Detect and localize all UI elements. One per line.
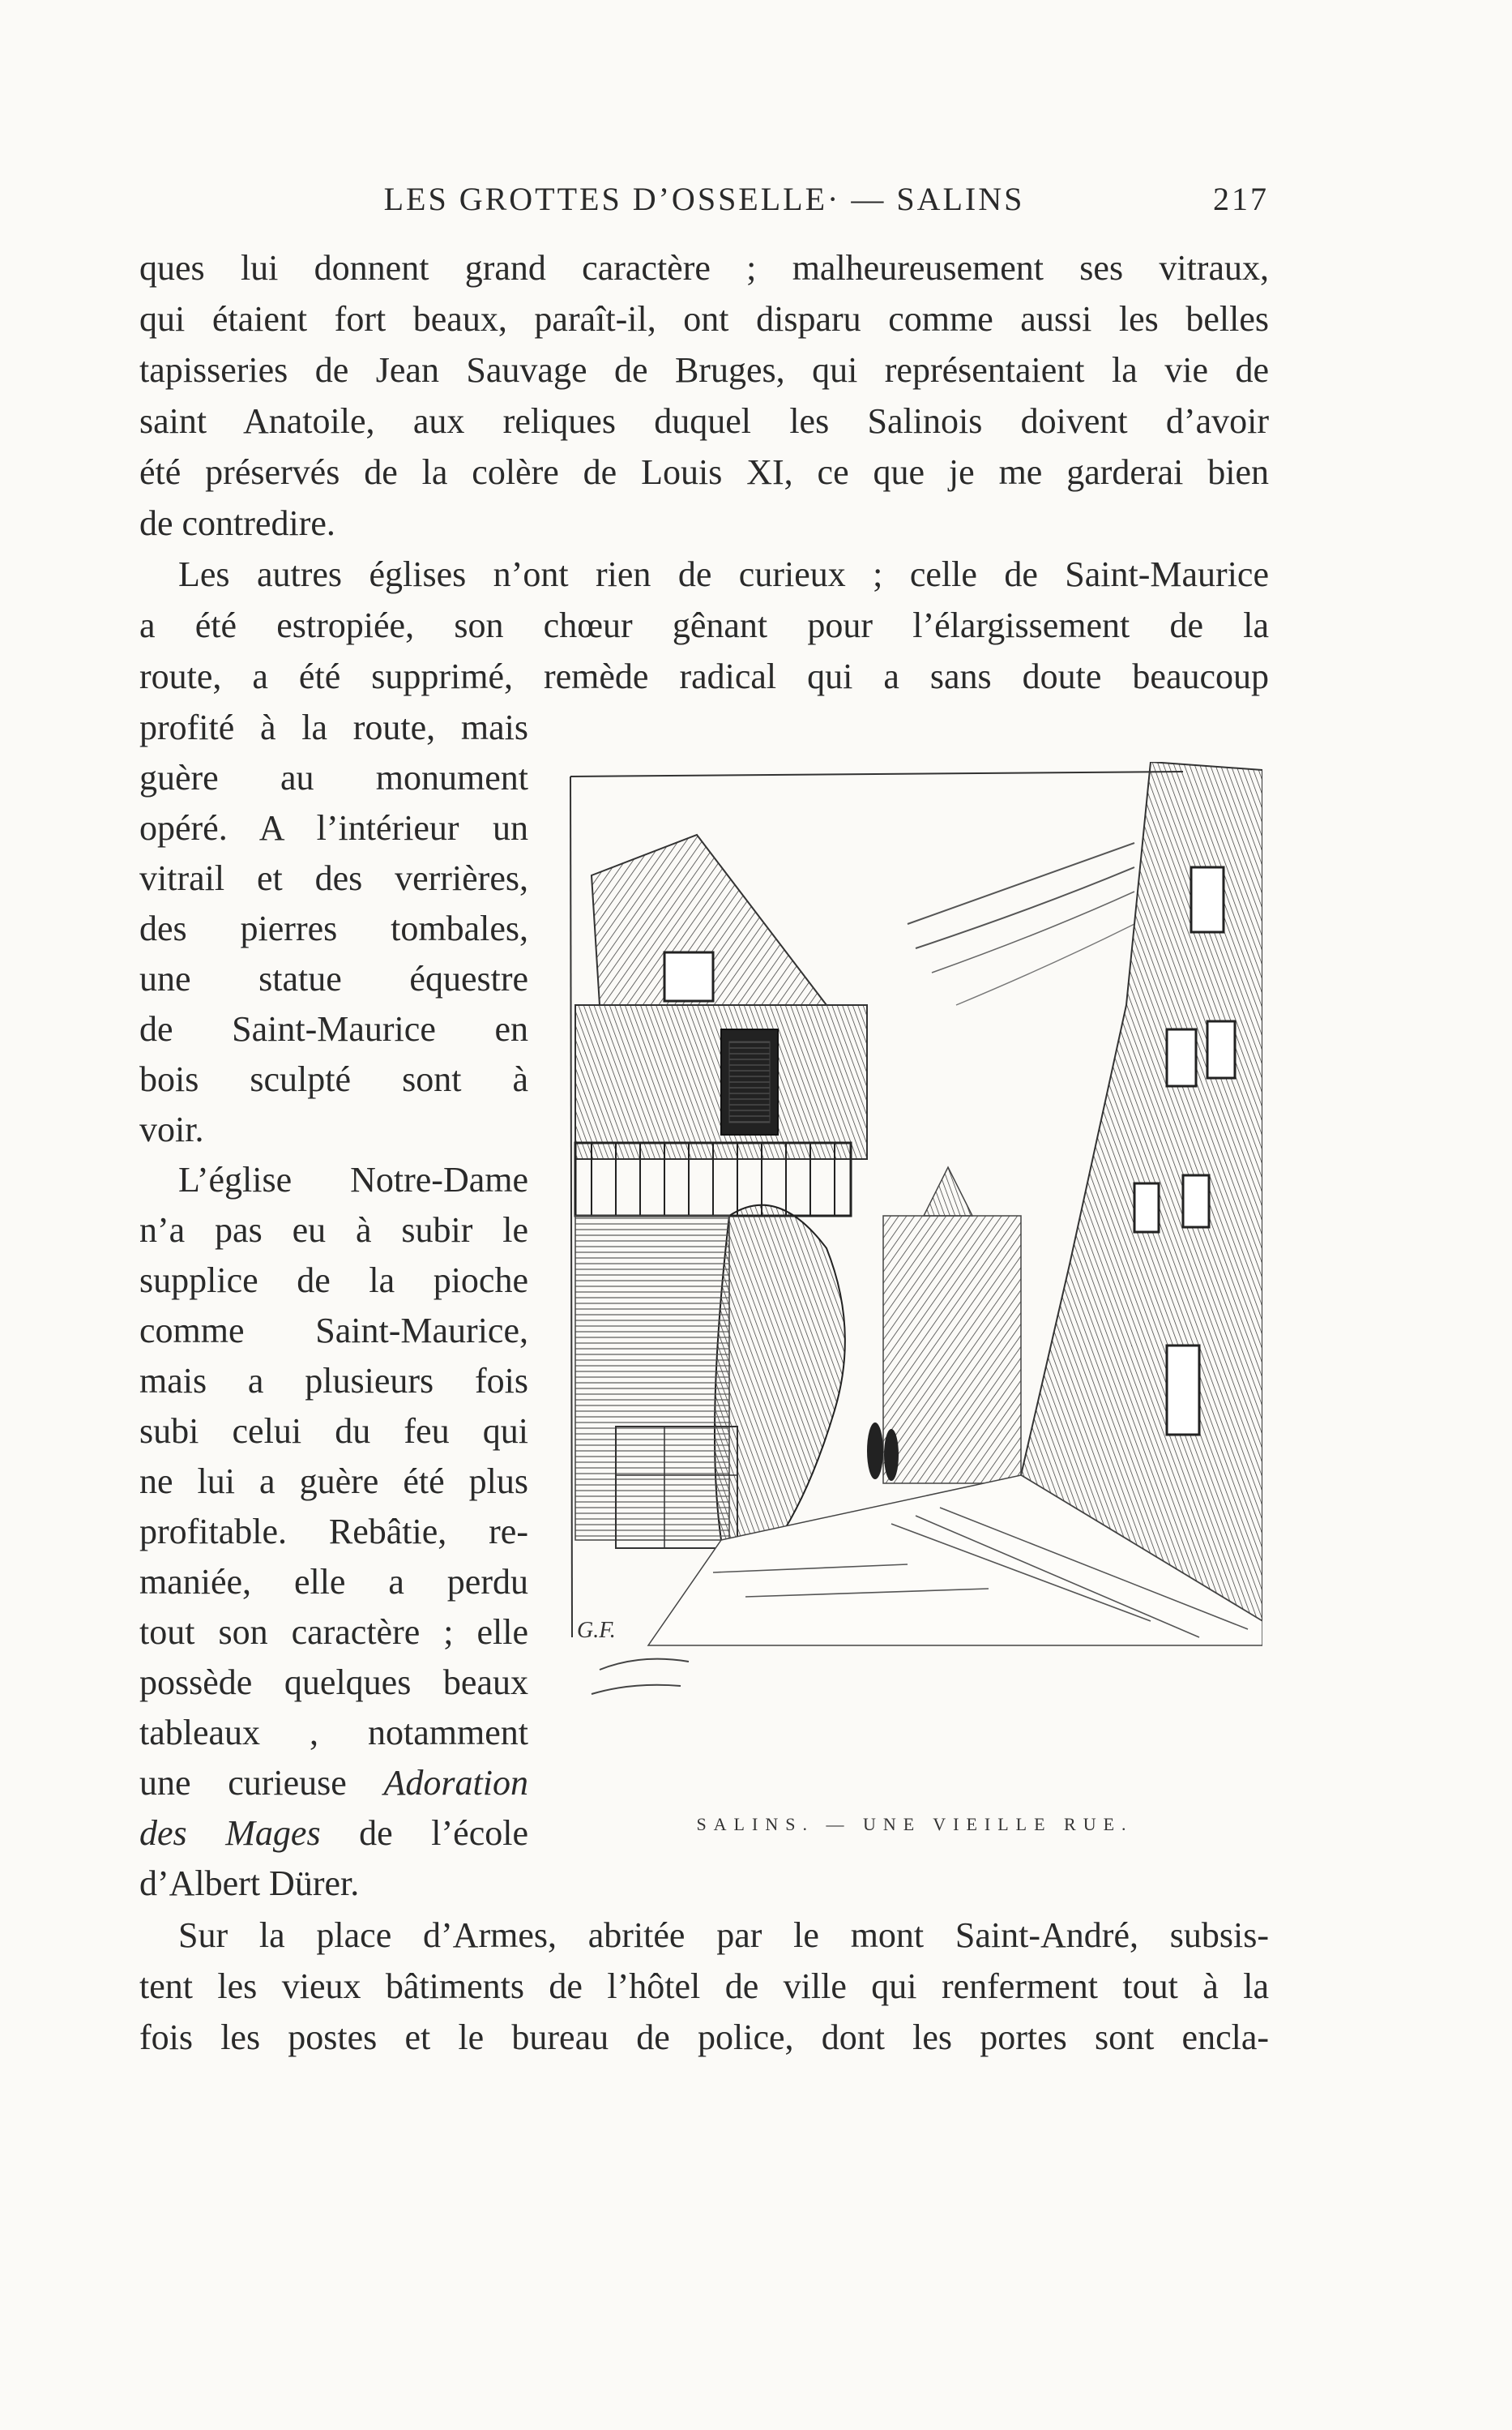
column-line: comme Saint-Maurice, <box>139 1311 528 1350</box>
ivy <box>715 1205 845 1540</box>
paragraph-start: L’église Notre-Dame <box>178 1160 528 1200</box>
window <box>1167 1029 1196 1086</box>
column-line: subi celui du feu qui <box>139 1411 528 1451</box>
column-line: tableaux , notamment <box>139 1713 528 1752</box>
column-line: opéré. A l’intérieur un <box>139 808 528 848</box>
window <box>1134 1183 1159 1232</box>
distant-spire <box>924 1167 972 1216</box>
text-line: de contredire. <box>139 503 335 543</box>
italic-title: Adoration <box>383 1763 528 1803</box>
frame-top <box>570 772 1183 776</box>
text-line: été préservés de la colère de Louis XI, ce que je me garderai bien <box>139 452 1269 492</box>
column-line: vitrail et des verrières, <box>139 858 528 898</box>
column-line: profité à la route, mais <box>139 708 528 747</box>
left-house-lower <box>575 1216 729 1540</box>
column-line: de Saint-Maurice en <box>139 1009 528 1049</box>
text-line: tapisseries de Jean Sauvage de Bruges, qui représentaient la vie de <box>139 350 1269 390</box>
artist-signature: G.F. <box>577 1618 616 1643</box>
distant-buildings <box>883 1216 1021 1483</box>
column-line <box>139 1808 528 1859</box>
column-line: supplice de la pioche <box>139 1260 528 1300</box>
text-line: tent les vieux bâtiments de l’hôtel de ville qui renferment tout à la <box>139 1966 1269 2006</box>
street-illustration <box>567 762 1262 1775</box>
pedestrian <box>867 1422 883 1479</box>
column-line: possède quelques beaux <box>139 1662 528 1702</box>
window <box>1183 1175 1209 1227</box>
paragraph-start: Les autres églises n’ont rien de curieux ; celle de Saint-Maurice <box>178 554 1269 594</box>
text-line: fois les postes et le bureau de police, dont les portes sont encla- <box>139 2017 1269 2057</box>
line-text: de l’école <box>359 1813 528 1853</box>
column-line: voir. <box>139 1110 204 1149</box>
column-line <box>139 1758 528 1808</box>
paragraph-start: Sur la place d’Armes, abritée par le mont Saint-André, subsis- <box>178 1915 1269 1955</box>
column-line: d’Albert Dürer. <box>139 1863 360 1903</box>
pedestrian <box>884 1429 899 1481</box>
column-line: bois sculpté sont à <box>139 1059 528 1099</box>
text-line: saint Anatoile, aux reliques duquel les Salinois doivent d’avoir <box>139 401 1269 441</box>
engraving-svg <box>567 762 1262 1775</box>
text-line: qui étaient fort beaux, paraît-il, ont disparu comme aussi les belles <box>139 299 1269 339</box>
text-line: route, a été supprimé, remède radical qui a sans doute beaucoup <box>139 657 1269 696</box>
column-line: ne lui a guère été plus <box>139 1461 528 1501</box>
column-line: tout son caractère ; elle <box>139 1612 528 1652</box>
frame-left <box>570 776 572 1637</box>
text-line: a été estropiée, son chœur gênant pour l’élargissement de la <box>139 605 1269 645</box>
column-line: guère au monument <box>139 758 528 798</box>
dormer-window <box>664 952 713 1001</box>
doorway <box>1167 1345 1199 1435</box>
figure-caption: SALINS. — UNE VIEILLE RUE. <box>696 1814 1134 1834</box>
line-text: une curieuse <box>139 1763 347 1803</box>
page-number: 217 <box>1213 181 1269 217</box>
column-line: n’a pas eu à subir le <box>139 1210 528 1250</box>
column-line: maniée, elle a perdu <box>139 1562 528 1602</box>
column-line: des pierres tombales, <box>139 909 528 948</box>
window <box>1207 1021 1235 1078</box>
column-line: une statue équestre <box>139 959 528 999</box>
text-line: ques lui donnent grand caractère ; malheureusement ses vitraux, <box>139 248 1269 288</box>
running-head <box>139 180 1269 229</box>
running-title: LES GROTTES D’OSSELLE· — SALINS <box>383 181 1025 217</box>
column-line: profitable. Rebâtie, re- <box>139 1512 528 1551</box>
column-line: mais a plusieurs fois <box>139 1361 528 1401</box>
italic-title: des Mages <box>139 1813 321 1853</box>
window <box>1191 867 1224 932</box>
